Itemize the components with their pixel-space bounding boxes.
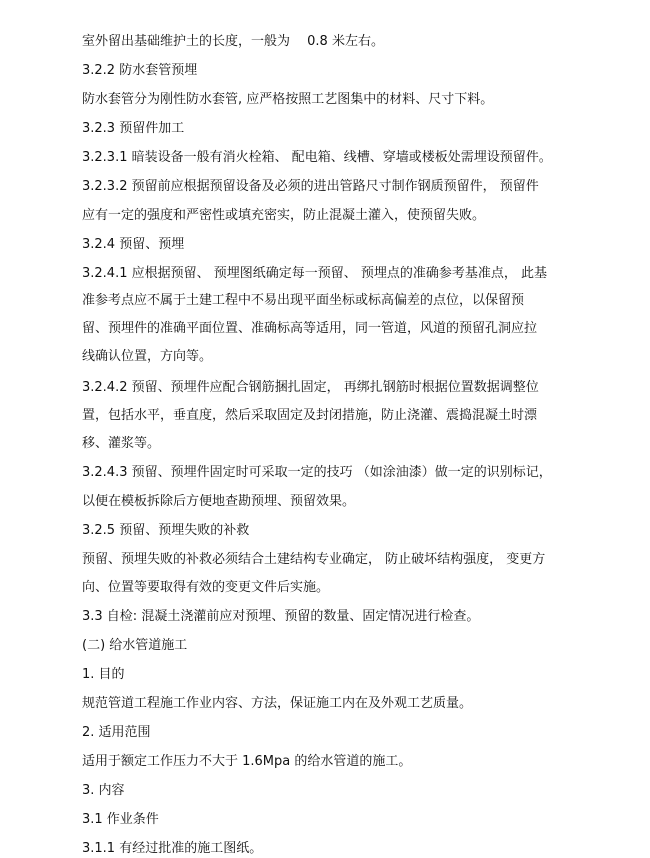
text-line-29: 3.1.1 有经过批准的施工图纸。: [82, 841, 263, 856]
text-line-3: 防水套管分为刚性防水套管, 应严格按照工艺图集中的材料、尺寸下料。: [82, 92, 494, 107]
section-heading-3-2-2: 3.2.2 防水套管预埋: [82, 63, 198, 78]
section-heading-3-3: 3.3 自检: 混凝土浇灌前应对预埋、预留的数量、固定情况进行检查。: [82, 609, 480, 624]
section-heading-3-2-3: 3.2.3 预留件加工: [82, 121, 185, 136]
text-line-6: 3.2.3.2 预留前应根据预留设备及必须的进出管路尺寸制作钢质预留件， 预留件: [82, 179, 539, 194]
text-line-20: 向、位置等要取得有效的变更文件后实施。: [82, 580, 330, 595]
text-line-13: 3.2.4.2 预留、预埋件应配合钢筋捆扎固定， 再绑扎钢筋时根据位置数据调整位: [82, 380, 539, 395]
text-line-24: 规范管道工程施工作业内容、方法，保证施工内在及外观工艺质量。: [82, 696, 473, 711]
text-line-1: 室外留出基础维护土的长度，一般为 0.8 米左右。: [82, 34, 384, 49]
text-line-16: 3.2.4.3 预留、预埋件固定时可采取一定的技巧 （如涂油漆）做一定的识别标记，: [82, 465, 552, 480]
text-line-19: 预留、预埋失败的补救必须结合土建结构专业确定， 防止破坏结构强度， 变更方: [82, 552, 546, 567]
text-line-10: 准参考点应不属于土建工程中不易出现平面坐标或标高偏差的点位，以保留预: [82, 293, 525, 308]
text-line-26: 适用于额定工作压力不大于 1.6Mpa 的给水管道的施工。: [82, 754, 412, 769]
heading-purpose: 1. 目的: [82, 667, 125, 682]
heading-content: 3. 内容: [82, 783, 125, 798]
section-heading-water-supply: (二) 给水管道施工: [82, 638, 188, 653]
text-line-7: 应有一定的强度和严密性或填充密实，防止混凝土灌入，使预留失败。: [82, 208, 486, 223]
section-heading-3-2-4: 3.2.4 预留、预埋: [82, 237, 185, 252]
section-heading-3-2-5: 3.2.5 预留、预埋失败的补救: [82, 523, 250, 538]
text-line-5: 3.2.3.1 暗装设备一般有消火栓箱、 配电箱、线槽、穿墙或楼板处需埋设预留件。: [82, 150, 552, 165]
heading-scope: 2. 适用范围: [82, 725, 151, 740]
text-line-15: 移、灌浆等。: [82, 436, 161, 451]
text-line-12: 线确认位置，方向等。: [82, 349, 213, 364]
text-line-14: 置，包括水平，垂直度，然后采取固定及封闭措施，防止浇灌、震捣混凝土时漂: [82, 408, 538, 423]
text-line-11: 留、预埋件的准确平面位置、准确标高等适用，同一管道，风道的预留孔洞应拉: [82, 321, 538, 336]
text-line-17: 以便在模板拆除后方便地查勘预埋、预留效果。: [82, 494, 356, 509]
heading-work-conditions: 3.1 作业条件: [82, 812, 159, 827]
text-line-9: 3.2.4.1 应根据预留、 预埋图纸确定每一预留、 预埋点的准确参考基准点， 此基: [82, 266, 548, 281]
